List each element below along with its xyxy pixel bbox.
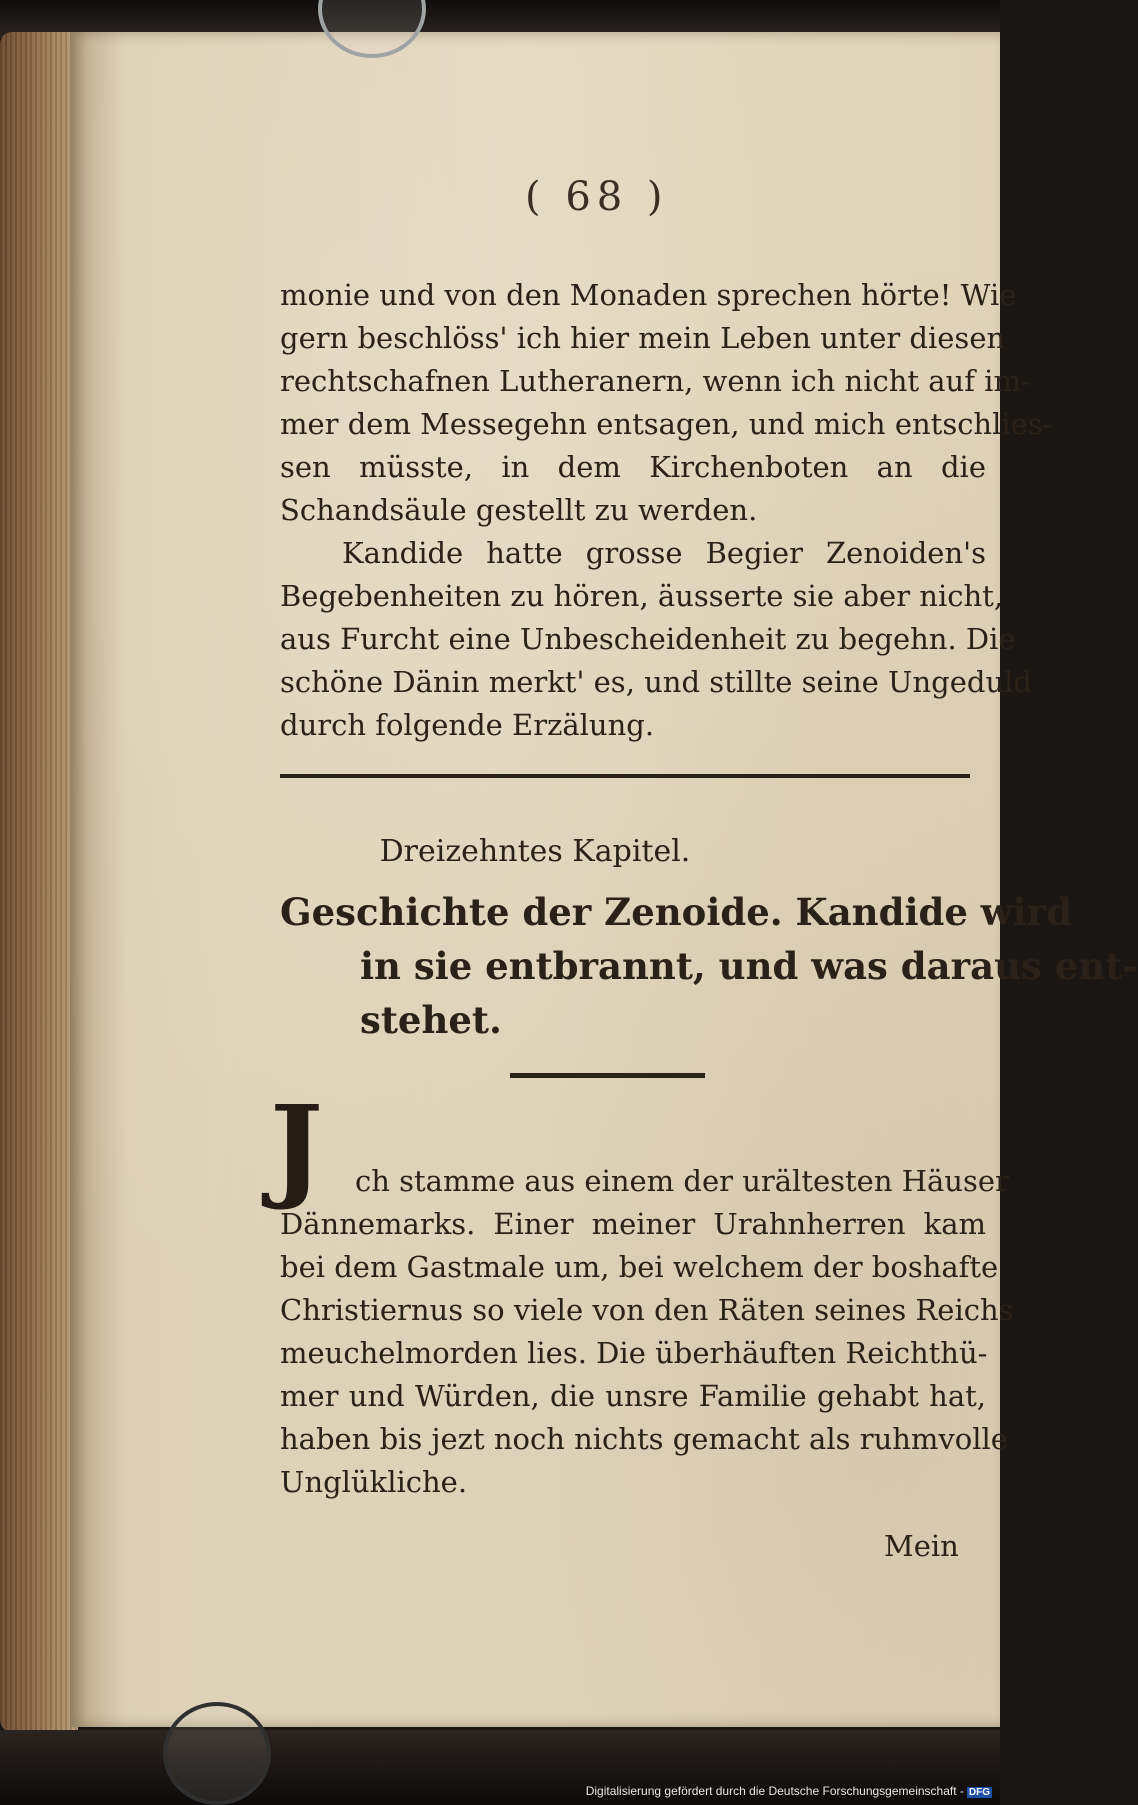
text-line: Schandsäule gestellt zu werden. (280, 493, 758, 527)
text-line: gern beschlöss' ich hier mein Leben unter diesen (280, 321, 1006, 355)
text-line: Unglükliche. (280, 1465, 468, 1499)
chapter-title-line: in sie entbrannt, und was daraus ent- (360, 944, 1138, 988)
text-line: mer dem Messegehn entsagen, und mich entschlies- (280, 407, 1053, 441)
text-line: durch folgende Erzälung. (280, 708, 655, 742)
text-line: schöne Dänin merkt' es, und stillte seine Ungeduld (280, 665, 1032, 699)
text-line: Begebenheiten zu hören, äusserte sie aber nicht, (280, 579, 1004, 613)
text-line: aus Furcht eine Unbescheidenheit zu begehn. Die (280, 622, 1016, 656)
catchword: Mein (884, 1529, 959, 1563)
section-rule (280, 774, 970, 778)
text-line: mer und Würden, die unsre Familie gehabt hat, (280, 1379, 986, 1413)
text-line: Dännemarks. Einer meiner Urahnherren kam (280, 1207, 986, 1241)
text-line: rechtschafnen Lutheranern, wenn ich nicht auf im- (280, 364, 1031, 398)
page-number: ( 68 ) (525, 174, 669, 220)
text-line: Kandide hatte grosse Begier Zenoiden's (342, 536, 986, 570)
chapter-heading: Dreizehntes Kapitel. (379, 834, 691, 869)
dfg-logo-badge: DFG (968, 1787, 990, 1798)
page-clip-bottom (163, 1702, 271, 1805)
text-line: Christiernus so viele von den Räten seines Reichs (280, 1293, 1014, 1327)
text-line: sen müsste, in dem Kirchenboten an die (280, 450, 986, 484)
funding-footer (586, 1784, 992, 1798)
text-line: bei dem Gastmale um, bei welchem der boshafte (280, 1250, 999, 1284)
text-line: meuchelmorden lies. Die überhäuften Reichthü- (280, 1336, 988, 1370)
book-spine-edge (0, 32, 78, 1732)
text-line: ch stamme aus einem der urältesten Häuser (355, 1164, 1009, 1198)
drop-capital: J (270, 1082, 323, 1213)
text-line: haben bis jezt noch nichts gemacht als ruhmvolle (280, 1422, 1008, 1456)
text-line: monie und von den Monaden sprechen hörte! Wie (280, 278, 1017, 312)
book-page (70, 32, 1138, 1727)
chapter-title-line: Geschichte der Zenoide. Kandide wird (280, 890, 1073, 934)
chapter-title-line: stehet. (360, 998, 502, 1042)
funding-text: Digitalisierung gefördert durch die Deutsche Forschungsgemeinschaft - (585, 1784, 964, 1798)
ornamental-rule (510, 1073, 705, 1078)
